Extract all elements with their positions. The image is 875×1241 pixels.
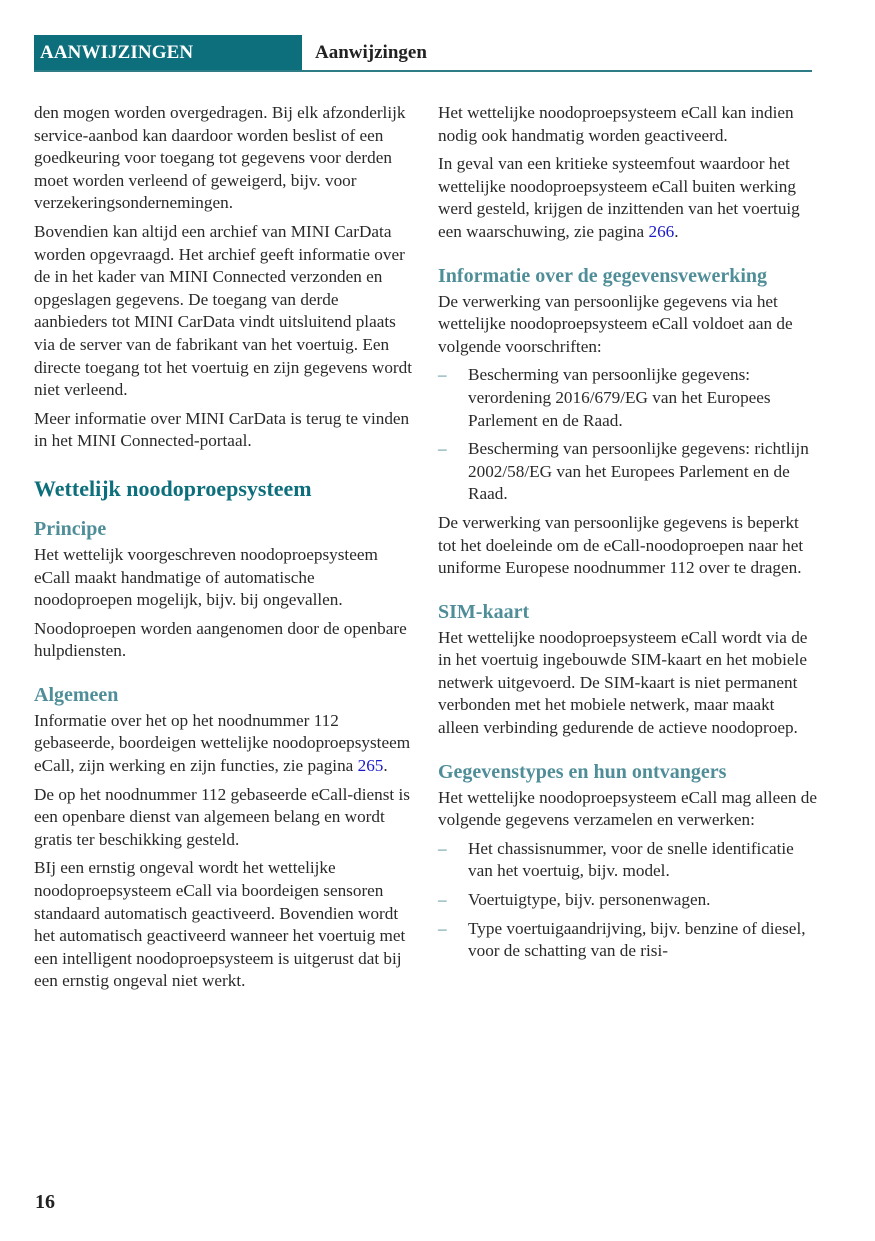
subheading-gegevenstypes: Gegevenstypes en hun ontvangers (438, 760, 727, 783)
paragraph: Het wettelijke noodoproepsysteem eCall wordt via de in het voertuig ingebouwde SIM-kaart en het mobiele netwerk uitgevoerd. De SIM-kaart is niet permanent verbonden met het mobiele netwerk, maar maakt alleen verbinding gedurende de actieve noodoproep. (438, 627, 808, 738)
list-item: – Het chassisnummer, voor de snelle identificatie van het voertuig, bijv. model. (438, 838, 794, 881)
paragraph: Meer informatie over MINI CarData is terug te vinden in het MINI Connected-portaal. (34, 408, 410, 451)
left-column (34, 102, 414, 999)
text: Informatie over het op het noodnummer 112 gebaseerde, boordeigen wettelijke noodoproepsysteem eCall, zijn werking en zijn functies, zie pagina (34, 710, 411, 776)
dash-bullet-icon: – (438, 838, 447, 858)
paragraph: De verwerking van persoonlijke gegevens via het wettelijke noodoproepsysteem eCall voldoet aan de volgende voorschriften: (438, 291, 793, 356)
paragraph: De op het noodnummer 112 gebaseerde eCall-dienst is een openbare dienst van algemeen belang en wordt gratis ter beschikking gesteld. (34, 784, 410, 849)
subheading-principe: Principe (34, 517, 107, 540)
paragraph: BIj een ernstig ongeval wordt het wettelijke noodoproepsysteem eCall via boordeigen sensoren standaard automatisch geactiveerd. Bovendien wordt het automatisch geactiveerd wanneer het voertuig met een intelligent noodoproepsysteem is uitgerust dat bij een ernstig ongeval niet werkt. (34, 858, 406, 991)
paragraph: Het wettelijke noodoproepsysteem eCall kan indien nodig ook handmatig worden geactiveerd. (438, 103, 794, 145)
paragraph: Noodoproepen worden aangenomen door de openbare hulpdiensten. (34, 618, 407, 661)
paragraph: Het wettelijke noodoproepsysteem eCall mag alleen de volgende gegevens verzamelen en verwerken: (438, 787, 817, 830)
dash-bullet-icon: – (438, 918, 447, 938)
regulation-list (438, 364, 818, 506)
list-item: – Bescherming van persoonlijke gegevens: richtlijn 2002/58/EG van het Europees Parlement en de Raad. (438, 439, 809, 504)
dash-bullet-icon: – (438, 439, 447, 459)
subheading-informatie: Informatie over de gegevensvewerking (438, 264, 768, 287)
paragraph: Bovendien kan altijd een archief van MINI CarData worden opgevraagd. Het archief geeft informatie over de in het kader van MINI Connected verzonden en opgeslagen gegevens. De toegang van derde aanbieders tot MINI CarData vindt uitsluitend plaats via de server van de fabrikant van het voertuig. Een directe toegang tot het voertuig en zijn gegevens wordt niet verleend. (34, 221, 412, 400)
text: . (383, 756, 388, 776)
dash-bullet-icon: – (438, 365, 447, 385)
page-link-266[interactable]: 266 (648, 221, 675, 241)
subheading-algemeen: Algemeen (34, 683, 119, 706)
paragraph (438, 153, 818, 243)
subheading-sim-kaart: SIM-kaart (438, 600, 530, 623)
right-column (438, 102, 818, 969)
paragraph: den mogen worden overgedragen. Bij elk afzonderlijk service-aanbod kan daardoor worden beslist of een goedkeuring voor toegang tot gegevens voor derden moet worden verleend of geweigerd, bijv. voor verzekeringsondernemingen. (34, 103, 406, 213)
section-tab: AANWIJZINGEN (34, 35, 302, 70)
page-number: 16 (35, 1191, 55, 1213)
page-header (34, 35, 812, 72)
paragraph: Het wettelijk voorgeschreven noodoproepsysteem eCall maakt handmatige of automatische noodoproepen mogelijk, bijv. bij ongevallen. (34, 544, 378, 610)
section-title: Wettelijk noodoproepsysteem (34, 475, 312, 501)
paragraph (34, 710, 414, 778)
list-item: – Voertuigtype, bijv. personenwagen. (438, 889, 818, 912)
page-title: Aanwijzingen (315, 42, 427, 63)
text: . (674, 221, 679, 241)
data-types-list (438, 838, 818, 963)
list-item: – Bescherming van persoonlijke gegevens: verordening 2016/679/EG van het Europees Parlement en de Raad. (438, 365, 771, 430)
list-item: – Type voertuigaandrijving, bijv. benzine of diesel, voor de schatting van de risi- (438, 918, 806, 961)
paragraph: De verwerking van persoonlijke gegevens is beperkt tot het doeleinde om de eCall-noodoproepen naar het uniforme Europese noodnummer 112 over te dragen. (438, 512, 804, 578)
text: In geval van een kritieke systeemfout waardoor het wettelijke noodoproepsysteem eCall buiten werking werd gesteld, krijgen de inzittenden van het voertuig een waarschuwing, zie pagina (438, 154, 800, 241)
page-link-265[interactable]: 265 (357, 756, 384, 776)
dash-bullet-icon: – (438, 890, 447, 910)
